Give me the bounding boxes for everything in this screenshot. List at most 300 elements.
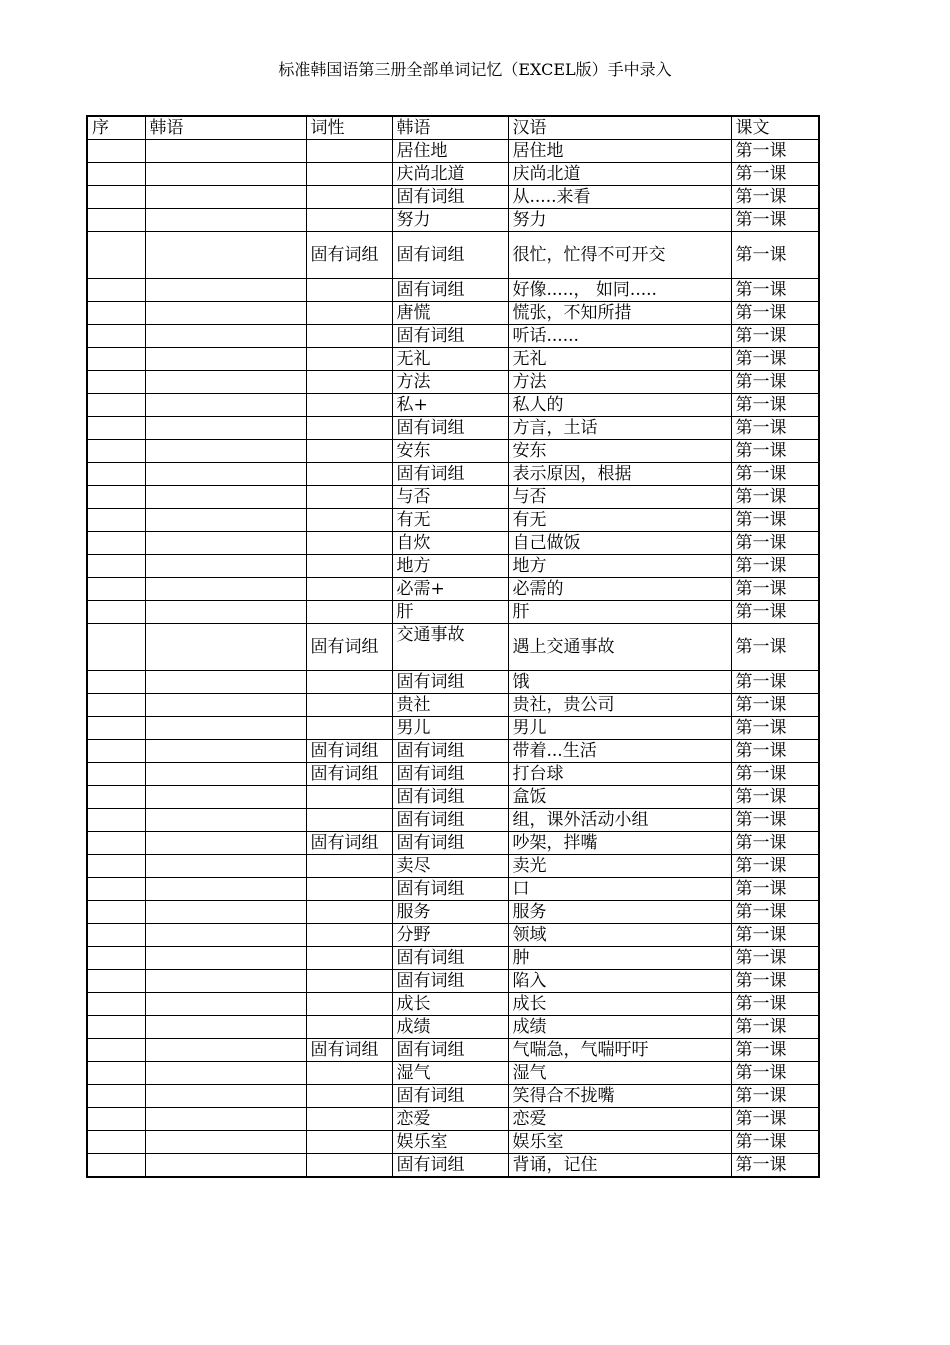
chinese-cell: 成长 [508, 993, 731, 1016]
korean-word-cell: 固有词组 [392, 463, 508, 486]
index-cell [87, 763, 145, 786]
korean-cell [145, 970, 306, 993]
table-row [87, 140, 819, 163]
part-of-speech-cell [306, 394, 392, 417]
lesson-cell: 第一课 [731, 232, 819, 279]
chinese-cell: 盒饭 [508, 786, 731, 809]
part-of-speech-cell [306, 694, 392, 717]
chinese-cell: 表示原因，根据 [508, 463, 731, 486]
part-of-speech-cell [306, 463, 392, 486]
lesson-cell: 第一课 [731, 809, 819, 832]
part-of-speech-cell [306, 1062, 392, 1085]
chinese-cell: 男儿 [508, 717, 731, 740]
part-of-speech-cell [306, 578, 392, 601]
chinese-cell: 方言，土话 [508, 417, 731, 440]
index-cell [87, 1154, 145, 1178]
table-row [87, 694, 819, 717]
page-title: 标准韩国语第三册全部单词记忆（EXCEL版）手中录入 [278, 60, 672, 79]
chinese-cell: 服务 [508, 901, 731, 924]
table-row [87, 832, 819, 855]
index-cell [87, 325, 145, 348]
table-row [87, 186, 819, 209]
index-cell [87, 1108, 145, 1131]
chinese-cell: 自己做饭 [508, 532, 731, 555]
korean-word-cell: 贵社 [392, 694, 508, 717]
korean-cell [145, 209, 306, 232]
chinese-cell: 好像.....， 如同..... [508, 279, 731, 302]
part-of-speech-cell [306, 970, 392, 993]
part-of-speech-cell [306, 671, 392, 694]
korean-word-cell: 固有词组 [392, 325, 508, 348]
korean-word-cell: 固有词组 [392, 1039, 508, 1062]
lesson-cell: 第一课 [731, 140, 819, 163]
korean-cell [145, 371, 306, 394]
korean-cell [145, 486, 306, 509]
index-cell [87, 555, 145, 578]
korean-cell [145, 694, 306, 717]
korean-cell [145, 232, 306, 279]
table-row [87, 624, 819, 671]
lesson-cell: 第一课 [731, 555, 819, 578]
chinese-cell: 地方 [508, 555, 731, 578]
table-row [87, 809, 819, 832]
index-cell [87, 163, 145, 186]
korean-cell [145, 555, 306, 578]
korean-word-cell: 努力 [392, 209, 508, 232]
lesson-cell: 第一课 [731, 832, 819, 855]
part-of-speech-cell: 固有词组 [306, 624, 392, 671]
korean-cell [145, 1131, 306, 1154]
table-row [87, 740, 819, 763]
index-cell [87, 371, 145, 394]
korean-cell [145, 1062, 306, 1085]
index-cell [87, 302, 145, 325]
lesson-cell: 第一课 [731, 186, 819, 209]
chinese-cell: 从.....来看 [508, 186, 731, 209]
index-cell [87, 486, 145, 509]
chinese-cell: 听话...... [508, 325, 731, 348]
korean-word-cell: 固有词组 [392, 947, 508, 970]
index-cell [87, 279, 145, 302]
table-row [87, 209, 819, 232]
chinese-cell: 口 [508, 878, 731, 901]
header-cell-korean: 韩语 [145, 116, 306, 140]
lesson-cell: 第一课 [731, 1085, 819, 1108]
table-row [87, 1062, 819, 1085]
chinese-cell: 成绩 [508, 1016, 731, 1039]
chinese-cell: 组，课外活动小组 [508, 809, 731, 832]
chinese-cell: 打台球 [508, 763, 731, 786]
lesson-cell: 第一课 [731, 993, 819, 1016]
table-row [87, 601, 819, 624]
chinese-cell: 私人的 [508, 394, 731, 417]
index-cell [87, 1131, 145, 1154]
part-of-speech-cell [306, 1131, 392, 1154]
index-cell [87, 1016, 145, 1039]
korean-cell [145, 901, 306, 924]
table-row [87, 348, 819, 371]
korean-word-cell: 成绩 [392, 1016, 508, 1039]
part-of-speech-cell [306, 809, 392, 832]
header-cell-korean-word: 韩语 [392, 116, 508, 140]
index-cell [87, 463, 145, 486]
table-row [87, 970, 819, 993]
korean-word-cell: 肝 [392, 601, 508, 624]
lesson-cell: 第一课 [731, 1154, 819, 1178]
part-of-speech-cell [306, 1016, 392, 1039]
index-cell [87, 440, 145, 463]
table-row [87, 509, 819, 532]
korean-cell [145, 325, 306, 348]
index-cell [87, 878, 145, 901]
korean-word-cell: 男儿 [392, 717, 508, 740]
index-cell [87, 601, 145, 624]
index-cell [87, 901, 145, 924]
chinese-cell: 无礼 [508, 348, 731, 371]
korean-cell [145, 140, 306, 163]
korean-cell [145, 302, 306, 325]
korean-word-cell: 固有词组 [392, 417, 508, 440]
korean-word-cell: 固有词组 [392, 832, 508, 855]
korean-cell [145, 509, 306, 532]
lesson-cell: 第一课 [731, 486, 819, 509]
lesson-cell: 第一课 [731, 901, 819, 924]
index-cell [87, 394, 145, 417]
korean-word-cell: 固有词组 [392, 763, 508, 786]
korean-word-cell: 方法 [392, 371, 508, 394]
chinese-cell: 贵社，贵公司 [508, 694, 731, 717]
korean-cell [145, 578, 306, 601]
lesson-cell: 第一课 [731, 878, 819, 901]
part-of-speech-cell [306, 901, 392, 924]
table-row [87, 532, 819, 555]
header-cell-lesson: 课文 [731, 116, 819, 140]
part-of-speech-cell [306, 140, 392, 163]
part-of-speech-cell [306, 371, 392, 394]
table-row [87, 394, 819, 417]
korean-word-cell: 固有词组 [392, 878, 508, 901]
table-row [87, 786, 819, 809]
table-row [87, 1108, 819, 1131]
table-row [87, 671, 819, 694]
korean-cell [145, 832, 306, 855]
table-row [87, 763, 819, 786]
chinese-cell: 背诵，记住 [508, 1154, 731, 1178]
index-cell [87, 855, 145, 878]
korean-word-cell: 湿气 [392, 1062, 508, 1085]
korean-cell [145, 1108, 306, 1131]
korean-word-cell: 有无 [392, 509, 508, 532]
lesson-cell: 第一课 [731, 601, 819, 624]
korean-word-cell: 私+ [392, 394, 508, 417]
index-cell [87, 186, 145, 209]
korean-cell [145, 855, 306, 878]
korean-cell [145, 394, 306, 417]
chinese-cell: 吵架，拌嘴 [508, 832, 731, 855]
part-of-speech-cell [306, 786, 392, 809]
index-cell [87, 417, 145, 440]
lesson-cell: 第一课 [731, 417, 819, 440]
korean-word-cell: 卖尽 [392, 855, 508, 878]
part-of-speech-cell [306, 209, 392, 232]
korean-cell [145, 348, 306, 371]
part-of-speech-cell [306, 717, 392, 740]
lesson-cell: 第一课 [731, 947, 819, 970]
lesson-cell: 第一课 [731, 1131, 819, 1154]
table-row [87, 486, 819, 509]
part-of-speech-cell: 固有词组 [306, 1039, 392, 1062]
chinese-cell: 方法 [508, 371, 731, 394]
korean-word-cell: 恋爱 [392, 1108, 508, 1131]
table-row [87, 1085, 819, 1108]
chinese-cell: 与否 [508, 486, 731, 509]
korean-cell [145, 417, 306, 440]
table-row [87, 947, 819, 970]
header-cell-index: 序 [87, 116, 145, 140]
lesson-cell: 第一课 [731, 509, 819, 532]
lesson-cell: 第一课 [731, 786, 819, 809]
table-row [87, 325, 819, 348]
part-of-speech-cell [306, 417, 392, 440]
korean-word-cell: 庆尚北道 [392, 163, 508, 186]
index-cell [87, 717, 145, 740]
lesson-cell: 第一课 [731, 970, 819, 993]
korean-word-cell: 固有词组 [392, 1085, 508, 1108]
korean-word-cell: 必需+ [392, 578, 508, 601]
korean-word-cell: 固有词组 [392, 279, 508, 302]
part-of-speech-cell [306, 993, 392, 1016]
part-of-speech-cell [306, 486, 392, 509]
index-cell [87, 1039, 145, 1062]
part-of-speech-cell: 固有词组 [306, 832, 392, 855]
chinese-cell: 必需的 [508, 578, 731, 601]
part-of-speech-cell [306, 186, 392, 209]
korean-word-cell: 固有词组 [392, 232, 508, 279]
lesson-cell: 第一课 [731, 302, 819, 325]
vocabulary-table [86, 115, 820, 1178]
index-cell [87, 694, 145, 717]
table-row [87, 302, 819, 325]
lesson-cell: 第一课 [731, 1062, 819, 1085]
korean-word-cell: 交通事故 [392, 624, 508, 671]
lesson-cell: 第一课 [731, 532, 819, 555]
korean-cell [145, 763, 306, 786]
chinese-cell: 有无 [508, 509, 731, 532]
chinese-cell: 陷入 [508, 970, 731, 993]
korean-word-cell: 安东 [392, 440, 508, 463]
chinese-cell: 努力 [508, 209, 731, 232]
lesson-cell: 第一课 [731, 1108, 819, 1131]
table-row [87, 578, 819, 601]
chinese-cell: 很忙，忙得不可开交 [508, 232, 731, 279]
index-cell [87, 532, 145, 555]
lesson-cell: 第一课 [731, 163, 819, 186]
lesson-cell: 第一课 [731, 463, 819, 486]
korean-cell [145, 786, 306, 809]
chinese-cell: 笑得合不拢嘴 [508, 1085, 731, 1108]
korean-cell [145, 740, 306, 763]
chinese-cell: 安东 [508, 440, 731, 463]
lesson-cell: 第一课 [731, 694, 819, 717]
korean-word-cell: 与否 [392, 486, 508, 509]
korean-word-cell: 服务 [392, 901, 508, 924]
chinese-cell: 恋爱 [508, 1108, 731, 1131]
korean-cell [145, 463, 306, 486]
part-of-speech-cell [306, 601, 392, 624]
part-of-speech-cell [306, 878, 392, 901]
lesson-cell: 第一课 [731, 371, 819, 394]
lesson-cell: 第一课 [731, 394, 819, 417]
korean-cell [145, 993, 306, 1016]
index-cell [87, 740, 145, 763]
korean-cell [145, 601, 306, 624]
korean-word-cell: 固有词组 [392, 1154, 508, 1178]
table-row [87, 555, 819, 578]
index-cell [87, 970, 145, 993]
chinese-cell: 慌张，不知所措 [508, 302, 731, 325]
table-row [87, 440, 819, 463]
korean-word-cell: 固有词组 [392, 970, 508, 993]
korean-word-cell: 固有词组 [392, 786, 508, 809]
korean-word-cell: 无礼 [392, 348, 508, 371]
index-cell [87, 924, 145, 947]
lesson-cell: 第一课 [731, 924, 819, 947]
chinese-cell: 气喘急，气喘吁吁 [508, 1039, 731, 1062]
index-cell [87, 624, 145, 671]
table-row [87, 993, 819, 1016]
korean-cell [145, 186, 306, 209]
index-cell [87, 809, 145, 832]
table-row [87, 901, 819, 924]
korean-cell [145, 1039, 306, 1062]
part-of-speech-cell [306, 1085, 392, 1108]
part-of-speech-cell [306, 924, 392, 947]
part-of-speech-cell [306, 348, 392, 371]
index-cell [87, 232, 145, 279]
chinese-cell: 肝 [508, 601, 731, 624]
table-row [87, 717, 819, 740]
part-of-speech-cell [306, 440, 392, 463]
korean-word-cell: 分野 [392, 924, 508, 947]
lesson-cell: 第一课 [731, 763, 819, 786]
index-cell [87, 993, 145, 1016]
header-cell-part-of-speech: 词性 [306, 116, 392, 140]
chinese-cell: 湿气 [508, 1062, 731, 1085]
index-cell [87, 671, 145, 694]
chinese-cell: 庆尚北道 [508, 163, 731, 186]
part-of-speech-cell [306, 855, 392, 878]
korean-cell [145, 532, 306, 555]
korean-word-cell: 自炊 [392, 532, 508, 555]
chinese-cell: 遇上交通事故 [508, 624, 731, 671]
lesson-cell: 第一课 [731, 1016, 819, 1039]
part-of-speech-cell [306, 555, 392, 578]
korean-cell [145, 1085, 306, 1108]
table-row [87, 463, 819, 486]
korean-cell [145, 624, 306, 671]
lesson-cell: 第一课 [731, 1039, 819, 1062]
chinese-cell: 领域 [508, 924, 731, 947]
chinese-cell: 居住地 [508, 140, 731, 163]
korean-word-cell: 唐慌 [392, 302, 508, 325]
index-cell [87, 509, 145, 532]
korean-cell [145, 878, 306, 901]
lesson-cell: 第一课 [731, 740, 819, 763]
table-row [87, 924, 819, 947]
part-of-speech-cell [306, 509, 392, 532]
lesson-cell: 第一课 [731, 855, 819, 878]
chinese-cell: 带着...生活 [508, 740, 731, 763]
part-of-speech-cell [306, 302, 392, 325]
index-cell [87, 209, 145, 232]
korean-word-cell: 固有词组 [392, 740, 508, 763]
korean-cell [145, 440, 306, 463]
part-of-speech-cell [306, 532, 392, 555]
part-of-speech-cell [306, 325, 392, 348]
index-cell [87, 1062, 145, 1085]
korean-word-cell: 固有词组 [392, 186, 508, 209]
korean-cell [145, 1154, 306, 1178]
korean-cell [145, 1016, 306, 1039]
table-row [87, 1131, 819, 1154]
korean-cell [145, 163, 306, 186]
index-cell [87, 140, 145, 163]
header-cell-chinese: 汉语 [508, 116, 731, 140]
korean-cell [145, 279, 306, 302]
part-of-speech-cell [306, 1154, 392, 1178]
part-of-speech-cell: 固有词组 [306, 232, 392, 279]
index-cell [87, 1085, 145, 1108]
chinese-cell: 卖光 [508, 855, 731, 878]
korean-word-cell: 固有词组 [392, 671, 508, 694]
lesson-cell: 第一课 [731, 717, 819, 740]
table-row [87, 417, 819, 440]
korean-word-cell: 娱乐室 [392, 1131, 508, 1154]
index-cell [87, 832, 145, 855]
index-cell [87, 947, 145, 970]
table-row [87, 371, 819, 394]
lesson-cell: 第一课 [731, 671, 819, 694]
lesson-cell: 第一课 [731, 578, 819, 601]
lesson-cell: 第一课 [731, 440, 819, 463]
chinese-cell: 娱乐室 [508, 1131, 731, 1154]
chinese-cell: 饿 [508, 671, 731, 694]
korean-cell [145, 947, 306, 970]
lesson-cell: 第一课 [731, 209, 819, 232]
table-row [87, 878, 819, 901]
table-row [87, 232, 819, 279]
korean-word-cell: 地方 [392, 555, 508, 578]
part-of-speech-cell [306, 1108, 392, 1131]
part-of-speech-cell [306, 279, 392, 302]
part-of-speech-cell [306, 163, 392, 186]
korean-word-cell: 固有词组 [392, 809, 508, 832]
lesson-cell: 第一课 [731, 624, 819, 671]
korean-cell [145, 671, 306, 694]
lesson-cell: 第一课 [731, 279, 819, 302]
part-of-speech-cell: 固有词组 [306, 740, 392, 763]
korean-cell [145, 924, 306, 947]
korean-cell [145, 809, 306, 832]
part-of-speech-cell [306, 947, 392, 970]
chinese-cell: 肿 [508, 947, 731, 970]
part-of-speech-cell: 固有词组 [306, 763, 392, 786]
table-row [87, 1154, 819, 1178]
table-row [87, 1016, 819, 1039]
table-row [87, 163, 819, 186]
table-row [87, 1039, 819, 1062]
korean-word-cell: 成长 [392, 993, 508, 1016]
